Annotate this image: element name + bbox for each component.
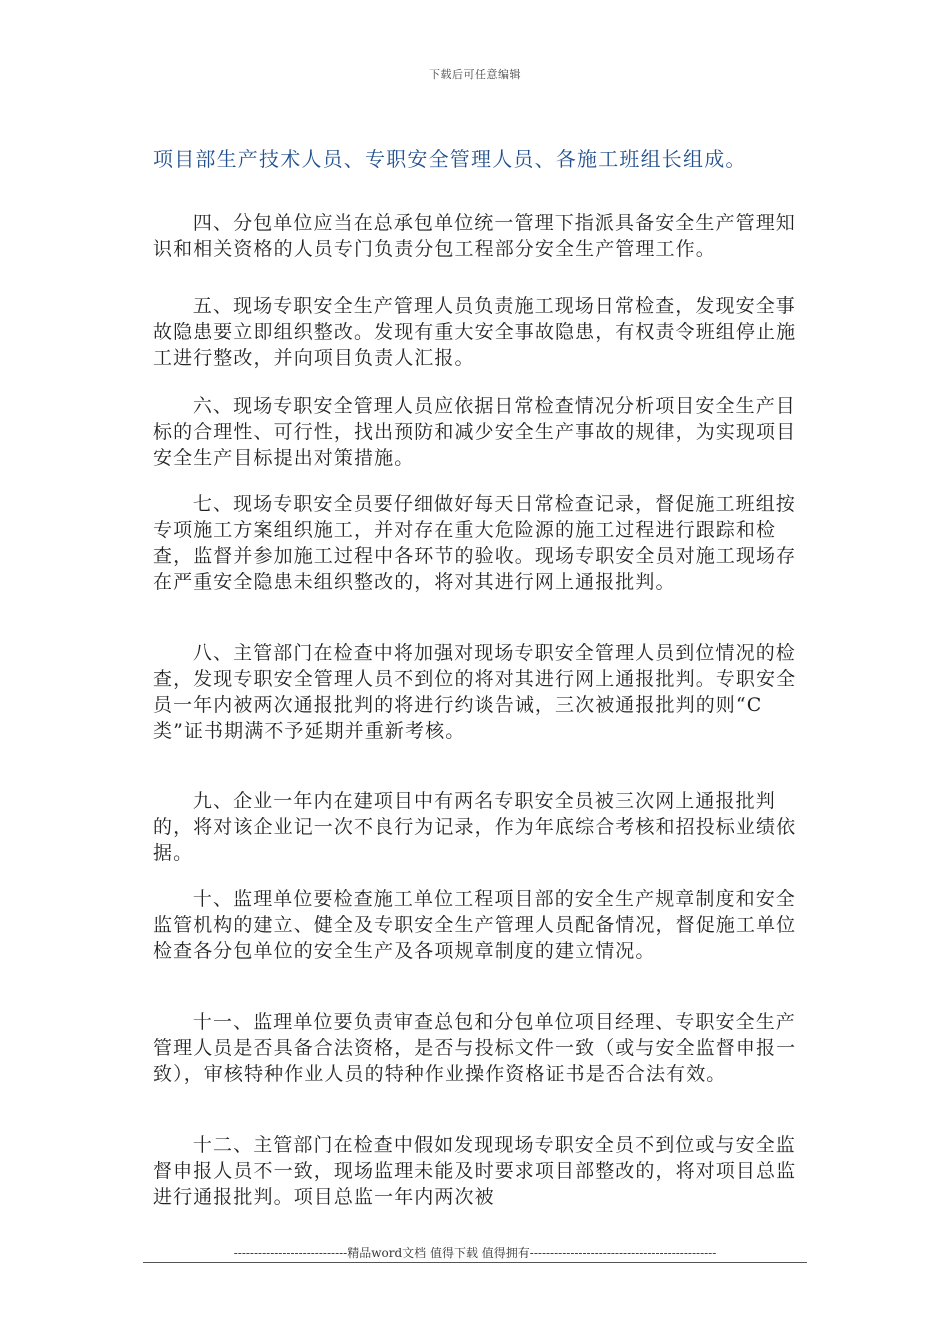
paragraph-11: 十一、监理单位要负责审查总包和分包单位项目经理、专职安全生产管理人员是否具备合法资格，是否与投标文件一致（或与安全监督申报一致），审核特种作业人员的特种作业操作资格证书是否合法有效。 [153,1011,797,1085]
paragraph-8: 八、主管部门在检查中将加强对现场专职安全管理人员到位情况的检查，发现专职安全管理人员不到位的将对其进行网上通报批判。专职安全员一年内被两次通报批判的将进行约谈告诫，三次被通报批判的则“C类”证书期满不予延期并重新考核。 [153,642,797,742]
paragraph-7: 七、现场专职安全员要仔细做好每天日常检查记录，督促施工班组按专项施工方案组织施工，并对存在重大危险源的施工过程进行跟踪和检查，监督并参加施工过程中各环节的验收。现场专职安全员对施工现场存在严重安全隐患未组织整改的，将对其进行网上通报批判。 [153,493,797,593]
footer-divider [143,1262,807,1263]
paragraph-12: 十二、主管部门在检查中假如发现现场专职安全员不到位或与安全监督申报人员不一致，现场监理未能及时要求项目部整改的，将对项目总监进行通报批判。项目总监一年内两次被 [153,1134,797,1208]
paragraph-10: 十、监理单位要检查施工单位工程项目部的安全生产规章制度和安全监管机构的建立、健全及专职安全生产管理人员配备情况，督促施工单位检查各分包单位的安全生产及各项规章制度的建立情况。 [153,888,797,962]
paragraph-4: 四、分包单位应当在总承包单位统一管理下指派具备安全生产管理知识和相关资格的人员专门负责分包工程部分安全生产管理工作。 [153,212,796,260]
page-footer-text: ----------------------------精品word文档 值得下载 值得拥有---------------------------------------------- [233,1246,717,1260]
paragraph-6: 六、现场专职安全管理人员应依据日常检查情况分析项目安全生产目标的合理性、可行性，找出预防和减少安全生产事故的规律，为实现项目安全生产目标提出对策措施。 [153,395,797,469]
paragraph-5: 五、现场专职安全生产管理人员负责施工现场日常检查，发现安全事故隐患要立即组织整改。发现有重大安全事故隐患，有权责令班组停止施工进行整改，并向项目负责人汇报。 [153,295,797,369]
paragraph-9: 九、企业一年内在建项目中有两名专职安全员被三次网上通报批判的，将对该企业记一次不良行为记录，作为年底综合考核和招投标业绩依据。 [153,790,797,864]
page-header-note: 下载后可任意编辑 [429,68,521,81]
lead-text: 项目部生产技术人员、专职安全管理人员、各施工班组长组成。 [153,147,747,171]
